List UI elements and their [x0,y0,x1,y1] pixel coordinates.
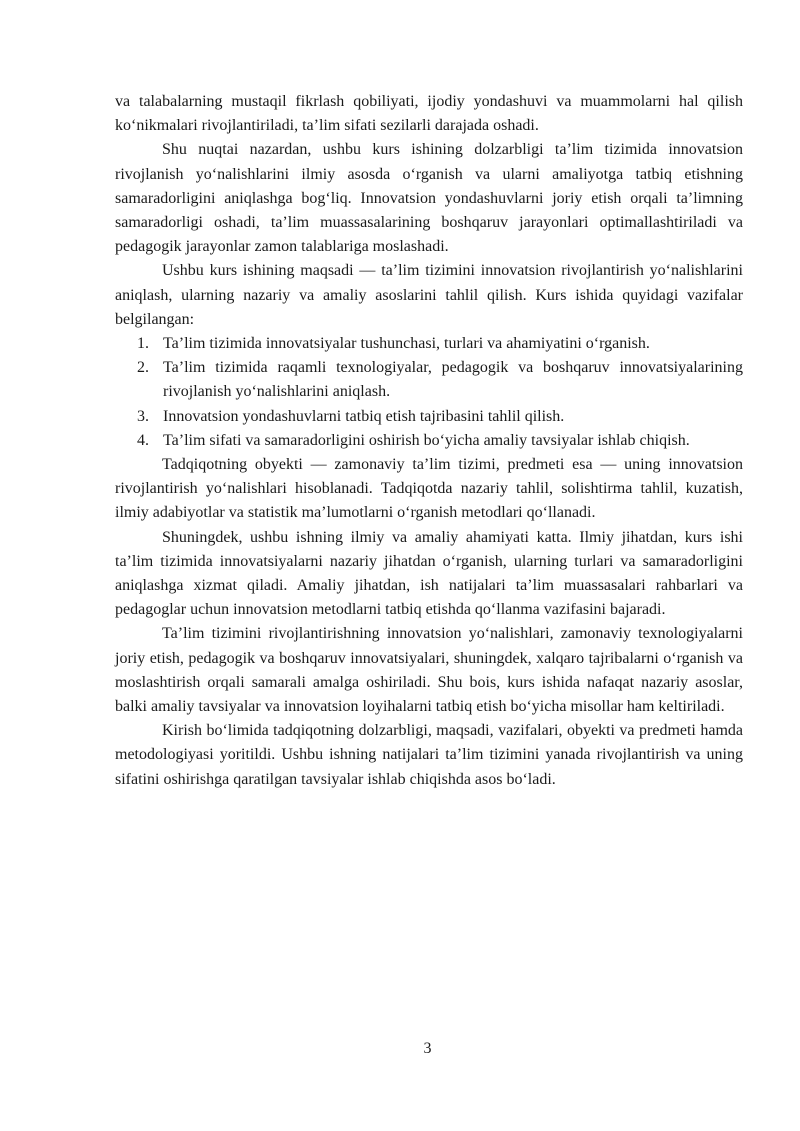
paragraph-continuation: va talabalarning mustaqil fikrlash qobiliyati, ijodiy yondashuvi va muammolarni hal qilish koʻnikmalari rivojlantiriladi, ta’lim sifati sezilarli darajada oshadi. [115,93,743,135]
list-item-number: 2. [137,359,149,377]
list-item-text: Innovatsion yondashuvlarni tatbiq etish tajribasini tahlil qilish. [163,407,565,425]
list-item [137,356,743,404]
list-item-text: Ta’lim tizimida innovatsiyalar tushunchasi, turlari va ahamiyatini oʻrganish. [163,335,650,353]
list-item-number: 3. [137,407,149,425]
document-page [115,90,743,792]
paragraph-object-subject: Tadqiqotning obyekti — zamonaviy ta’lim tizimi, predmeti esa — uning innovatsion rivojlantirish yoʻnalishlari hisoblanadi. Tadqiqotda nazariy tahlil, solishtirma tahlil, kuzatish, ilmiy adabiyotlar va statistik ma’lumotlarni oʻrganish metodlari qoʻllanadi. [115,456,743,522]
list-item [137,405,743,429]
list-item-number: 1. [137,335,149,353]
list-item-text: Ta’lim tizimida raqamli texnologiyalar, pedagogik va boshqaruv innovatsiyalarining rivojlanish yoʻnalishlarini aniqlash. [163,359,743,401]
list-item [137,429,743,453]
list-item [137,332,743,356]
paragraph-goal: Ushbu kurs ishining maqsadi — ta’lim tizimini innovatsion rivojlantirish yoʻnalishlarini aniqlash, ularning nazariy va amaliy asoslarini tahlil qilish. Kurs ishida quyidagi vazifalar belgilangan: [115,262,743,328]
paragraph-significance: Shuningdek, ushbu ishning ilmiy va amaliy ahamiyati katta. Ilmiy jihatdan, kurs ishi ta’lim tizimida innovatsiyalarni nazariy jihatdan oʻrganish, ularning turlari va samaradorligini aniqlashga xizmat qiladi. Amaliy jihatdan, ish natijalari ta’lim muassasalari rahbarlari va pedagoglar uchun innovatsion metodlarni tatbiq etishda qoʻllanma vazifasini bajaradi. [115,528,743,619]
paragraph-introduction-summary: Kirish boʻlimida tadqiqotning dolzarbligi, maqsadi, vazifalari, obyekti va predmeti hamda metodologiyasi yoritildi. Ushbu ishning natijalari ta’lim tizimini yanada rivojlantirish va uning sifatini oshirishga qaratilgan tavsiyalar ishlab chiqishda asos boʻladi. [115,722,743,788]
list-item-number: 4. [137,431,149,449]
paragraph-relevance: Shu nuqtai nazardan, ushbu kurs ishining dolzarbligi ta’lim tizimida innovatsion rivojlanish yoʻnalishlarini ilmiy asosda oʻrganish va ularni amaliyotga tatbiq etishning samaradorligini aniqlashga bogʻliq. Innovatsion yondashuvlarni joriy etish orqali ta’limning samaradorligi oshadi, ta’lim muassasalarining boshqaruv jarayonlari optimallashtiriladi va pedagogik jarayonlar zamon talablariga moslashadi. [115,141,743,256]
tasks-list [115,332,743,453]
paragraph-directions: Ta’lim tizimini rivojlantirishning innovatsion yoʻnalishlari, zamonaviy texnologiyalarni joriy etish, pedagogik va boshqaruv innovatsiyalari, shuningdek, xalqaro tajribalarni oʻrganish va moslashtirish orqali samarali amalga oshiriladi. Shu bois, kurs ishida nafaqat nazariy asoslar, balki amaliy tavsiyalar va innovatsion loyihalarni tatbiq etish boʻyicha misollar ham keltiriladi. [115,625,743,716]
page-number: 3 [423,1040,432,1057]
list-item-text: Ta’lim sifati va samaradorligini oshirish boʻyicha amaliy tavsiyalar ishlab chiqish. [163,431,690,449]
